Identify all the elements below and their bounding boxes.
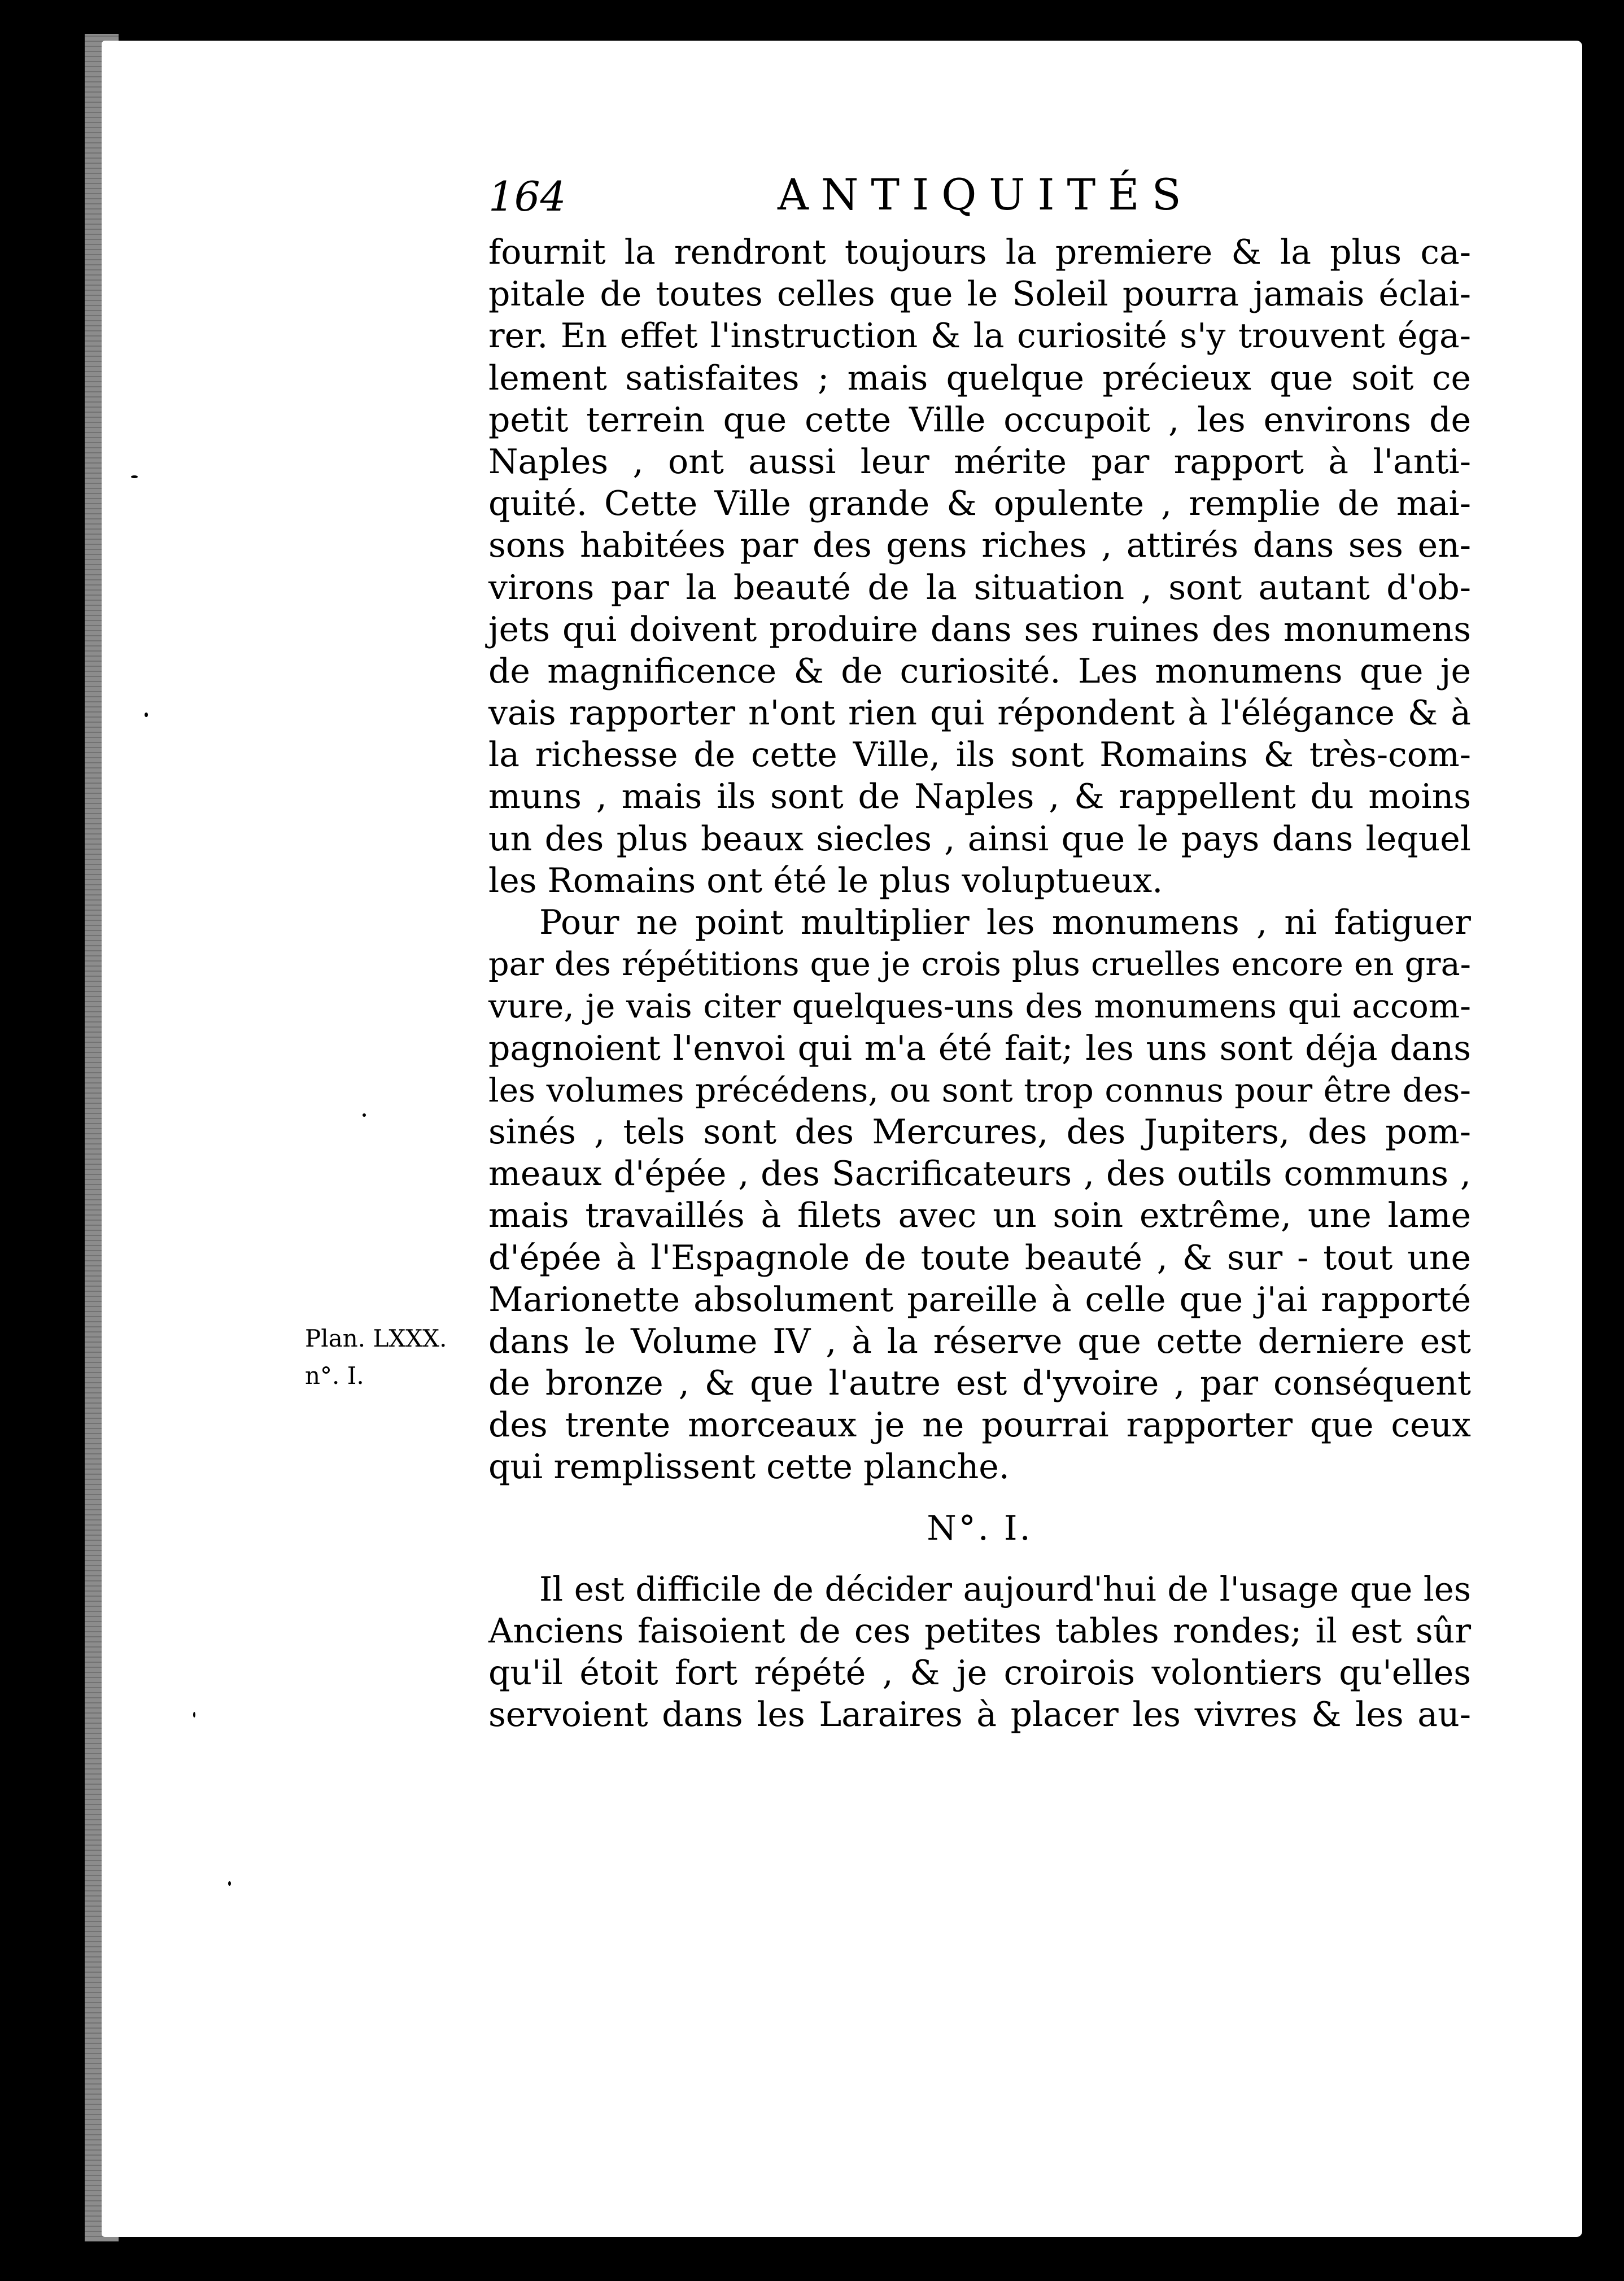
- page-header: [488, 169, 1437, 231]
- text-line: servoient dans les Laraires à placer les vivres & les au-: [488, 1695, 1471, 1735]
- text-line: vure, je vais citer quelques-uns des monumens qui accom-: [488, 987, 1471, 1026]
- text-line: vais rapporter n'ont rien qui répondent à l'élégance & à: [488, 693, 1471, 733]
- body-text: [488, 231, 1471, 1736]
- scan-speck: [228, 1881, 231, 1886]
- scan-speck: [145, 713, 148, 717]
- running-title: ANTIQUITÉS: [778, 169, 1194, 220]
- text-line: d'épée à l'Espagnole de toute beauté , & sur - tout une: [488, 1238, 1471, 1278]
- margin-note-number: n°. I.: [305, 1362, 364, 1389]
- text-line: qui remplissent cette planche.: [488, 1447, 1010, 1487]
- section-gap: [488, 1488, 1471, 1507]
- margin-note: [305, 1320, 486, 1395]
- section-gap: [488, 1549, 1471, 1568]
- scan-speck: [131, 475, 138, 478]
- text-line: par des répétitions que je crois plus cruelles encore en gra-: [488, 946, 1471, 984]
- text-line: de bronze , & que l'autre est d'yvoire , par conséquent: [488, 1364, 1471, 1404]
- text-line: Marionette absolument pareille à celle que j'ai rapporté: [488, 1279, 1471, 1319]
- text-line: muns , mais ils sont de Naples , & rappellent du moins: [488, 777, 1471, 817]
- scan-speck: [193, 1712, 195, 1718]
- text-line: un des plus beaux siecles , ainsi que le pays dans lequel: [488, 819, 1471, 859]
- text-line: qu'il étoit fort répété , & je croirois volontiers qu'elles: [488, 1653, 1471, 1693]
- text-line: les Romains ont été le plus voluptueux.: [488, 860, 1163, 901]
- text-line: meaux d'épée , des Sacrificateurs , des outils communs ,: [488, 1154, 1471, 1194]
- text-line: les volumes précédens, ou sont trop connus pour être des-: [488, 1070, 1471, 1109]
- text-line: sinés , tels sont des Mercures, des Jupiters, des pom-: [488, 1112, 1471, 1152]
- text-line: jets qui doivent produire dans ses ruines des monumens: [488, 609, 1471, 649]
- text-line: quité. Cette Ville grande & opulente , remplie de mai-: [488, 484, 1471, 524]
- scan-speck: [363, 1113, 366, 1117]
- text-line: Anciens faisoient de ces petites tables rondes; il est sûr: [488, 1611, 1471, 1651]
- text-line: pitale de toutes celles que le Soleil pourra jamais éclai-: [488, 274, 1471, 314]
- text-line: petit terrein que cette Ville occupoit , les environs de: [488, 400, 1471, 440]
- text-line: fournit la rendront toujours la premiere & la plus ca-: [488, 233, 1471, 272]
- text-line: de magnificence & de curiosité. Les monumens que je: [488, 651, 1471, 691]
- section-heading: N°. I.: [927, 1508, 1033, 1548]
- text-line: dans le Volume IV , à la réserve que cette derniere est: [488, 1321, 1471, 1361]
- text-line: pagnoient l'envoi qui m'a été fait; les uns sont déja dans: [488, 1028, 1471, 1068]
- text-line: mais travaillés à filets avec un soin extrême, une lame: [488, 1196, 1471, 1236]
- text-line: sons habitées par des gens riches , attirés dans ses en-: [488, 526, 1471, 566]
- text-line: Il est difficile de décider aujourd'hui de l'usage que les: [539, 1569, 1471, 1609]
- margin-note-plate: Plan. LXXX.: [305, 1325, 447, 1352]
- text-line: des trente morceaux je ne pourrai rapporter que ceux: [488, 1405, 1471, 1445]
- text-line: la richesse de cette Ville, ils sont Romains & très-com-: [488, 735, 1471, 775]
- text-line: virons par la beauté de la situation , sont autant d'ob-: [488, 567, 1471, 608]
- text-line: lement satisfaites ; mais quelque précieux que soit ce: [488, 358, 1471, 398]
- text-line: Pour ne point multiplier les monumens , ni fatiguer: [539, 903, 1471, 942]
- text-line: rer. En effet l'instruction & la curiosité s'y trouvent éga-: [488, 316, 1471, 356]
- page-number: 164: [488, 173, 566, 220]
- text-line: Naples , ont aussi leur mérite par rapport à l'anti-: [488, 442, 1471, 482]
